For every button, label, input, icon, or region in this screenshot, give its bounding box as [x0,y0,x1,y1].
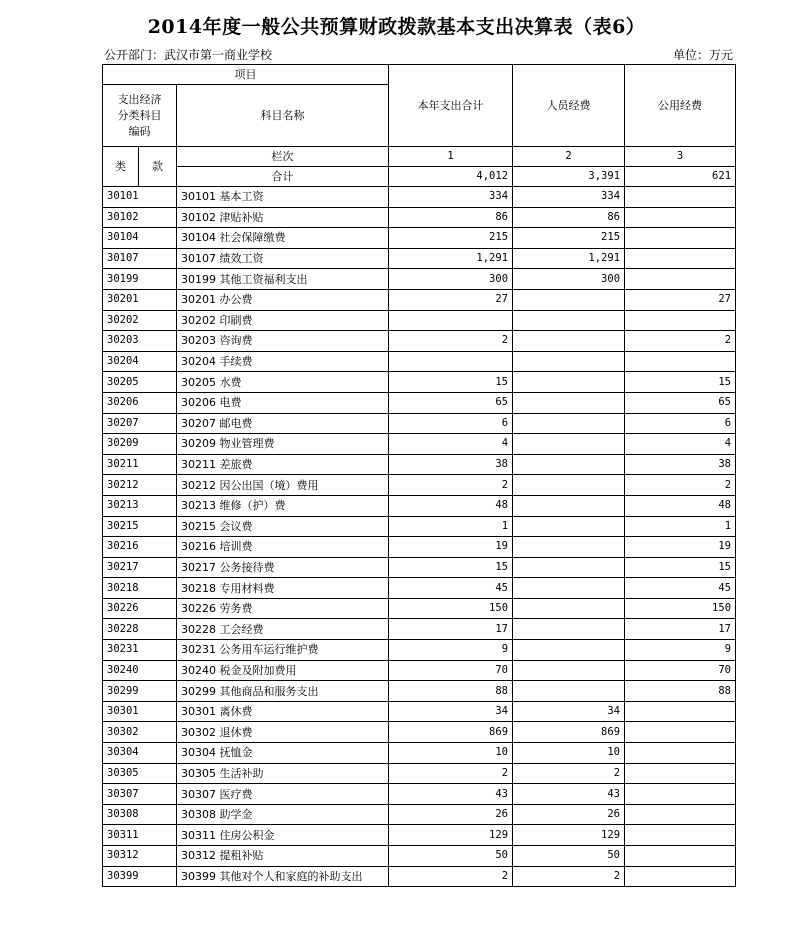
row-public [625,784,736,805]
row-public: 48 [625,495,736,516]
row-code: 30240 [103,660,177,681]
expenditure-table [102,64,736,887]
table-row [103,660,736,681]
row-total: 27 [389,289,513,310]
row-total: 6 [389,413,513,434]
row-subject-name: 30217 公务接待费 [177,557,389,578]
row-code: 30211 [103,454,177,475]
row-code: 30305 [103,763,177,784]
table-row [103,578,736,599]
row-code: 30216 [103,537,177,558]
row-total: 50 [389,846,513,867]
row-total: 65 [389,392,513,413]
row-code: 30299 [103,681,177,702]
row-code: 30304 [103,743,177,764]
row-subject-name: 30209 物业管理费 [177,434,389,455]
row-personnel [513,475,625,496]
row-total: 2 [389,866,513,887]
row-total: 1,291 [389,248,513,269]
header-code [103,85,177,147]
row-code: 30199 [103,269,177,290]
row-subject-name: 30302 退休费 [177,722,389,743]
row-subject-name: 30101 基本工资 [177,187,389,208]
row-subject-name: 30215 会议费 [177,516,389,537]
row-subject-name: 30211 差旅费 [177,454,389,475]
row-personnel [513,331,625,352]
row-code: 30202 [103,310,177,331]
row-public: 15 [625,557,736,578]
row-total: 15 [389,372,513,393]
row-total: 2 [389,475,513,496]
table-row [103,537,736,558]
table-row [103,392,736,413]
row-public: 150 [625,598,736,619]
row-code: 30209 [103,434,177,455]
row-subject-name: 30305 生活补助 [177,763,389,784]
row-subject-name: 30399 其他对个人和家庭的补助支出 [177,866,389,887]
row-total: 2 [389,331,513,352]
row-total: 150 [389,598,513,619]
row-public: 1 [625,516,736,537]
row-subject-name: 30311 住房公积金 [177,825,389,846]
table-row [103,557,736,578]
row-total: 1 [389,516,513,537]
header-public: 公用经费 [625,65,736,147]
row-personnel: 334 [513,187,625,208]
table-row [103,495,736,516]
row-public: 45 [625,578,736,599]
row-code: 30311 [103,825,177,846]
header-code-line: 编码 [128,124,151,138]
row-personnel [513,516,625,537]
row-subject-name: 30308 助学金 [177,804,389,825]
row-subject-name: 30202 印刷费 [177,310,389,331]
header-lei: 类 [103,147,139,187]
row-public: 38 [625,454,736,475]
row-code: 30206 [103,392,177,413]
row-personnel [513,372,625,393]
row-subject-name: 30312 提租补贴 [177,846,389,867]
row-total: 129 [389,825,513,846]
col-num: 3 [625,147,736,167]
row-personnel: 10 [513,743,625,764]
header-total: 本年支出合计 [389,65,513,147]
row-public: 4 [625,434,736,455]
row-total: 869 [389,722,513,743]
table-row [103,681,736,702]
row-subject-name: 30301 离休费 [177,701,389,722]
row-personnel [513,434,625,455]
row-subject-name: 30240 税金及附加费用 [177,660,389,681]
row-total [389,310,513,331]
row-subject-name: 30204 手续费 [177,351,389,372]
row-total: 43 [389,784,513,805]
row-personnel [513,640,625,661]
row-code: 30307 [103,784,177,805]
row-total: 88 [389,681,513,702]
row-subject-name: 30231 公务用车运行维护费 [177,640,389,661]
row-personnel: 86 [513,207,625,228]
row-code: 30213 [103,495,177,516]
row-code: 30312 [103,846,177,867]
row-code: 30215 [103,516,177,537]
table-row [103,722,736,743]
table-row [103,619,736,640]
row-subject-name: 30107 绩效工资 [177,248,389,269]
row-personnel: 26 [513,804,625,825]
table-row [103,413,736,434]
sum-label: 合计 [177,167,389,187]
row-public: 17 [625,619,736,640]
row-public [625,228,736,249]
row-code: 30201 [103,289,177,310]
row-public [625,701,736,722]
row-public [625,351,736,372]
row-subject-name: 30304 抚恤金 [177,743,389,764]
row-public: 88 [625,681,736,702]
row-public: 19 [625,537,736,558]
table-row [103,454,736,475]
sum-total: 4,012 [389,167,513,187]
header-kuan: 款 [139,147,177,187]
row-personnel [513,392,625,413]
table-row [103,784,736,805]
row-personnel: 2 [513,763,625,784]
row-total: 70 [389,660,513,681]
department-label: 公开部门：武汉市第一商业学校 [104,48,273,62]
row-personnel: 1,291 [513,248,625,269]
row-public: 2 [625,475,736,496]
row-code: 30218 [103,578,177,599]
header-item: 项目 [103,65,389,85]
row-public: 2 [625,331,736,352]
row-code: 30308 [103,804,177,825]
row-personnel [513,660,625,681]
row-public: 27 [625,289,736,310]
sum-public: 621 [625,167,736,187]
row-subject-name: 30102 津贴补贴 [177,207,389,228]
table-row [103,701,736,722]
table-row [103,475,736,496]
row-personnel [513,681,625,702]
sum-personnel: 3,391 [513,167,625,187]
row-personnel: 2 [513,866,625,887]
table-row [103,640,736,661]
row-total: 15 [389,557,513,578]
row-personnel: 50 [513,846,625,867]
row-public: 70 [625,660,736,681]
row-subject-name: 30205 水费 [177,372,389,393]
row-personnel [513,578,625,599]
row-total: 300 [389,269,513,290]
table-row [103,743,736,764]
table-row [103,598,736,619]
row-total: 9 [389,640,513,661]
row-personnel: 869 [513,722,625,743]
row-public: 15 [625,372,736,393]
table-row [103,187,736,208]
row-total: 48 [389,495,513,516]
row-public [625,825,736,846]
row-personnel [513,454,625,475]
row-personnel: 34 [513,701,625,722]
table-row [103,825,736,846]
row-code: 30101 [103,187,177,208]
row-total: 10 [389,743,513,764]
row-total: 2 [389,763,513,784]
header-personnel: 人员经费 [513,65,625,147]
row-total: 38 [389,454,513,475]
row-code: 30207 [103,413,177,434]
row-public [625,248,736,269]
row-public [625,269,736,290]
row-code: 30231 [103,640,177,661]
col-num: 1 [389,147,513,167]
page-title: 2014年度一般公共预算财政拨款基本支出决算表（表6） [147,16,646,38]
table-row [103,310,736,331]
row-personnel: 215 [513,228,625,249]
table-row [103,804,736,825]
row-public [625,763,736,784]
row-public [625,804,736,825]
row-code: 30228 [103,619,177,640]
table-row [103,289,736,310]
row-personnel [513,413,625,434]
table-row [103,846,736,867]
table-row [103,248,736,269]
row-subject-name: 30218 专用材料费 [177,578,389,599]
row-subject-name: 30226 劳务费 [177,598,389,619]
header-code-line: 分类科目 [117,108,162,122]
row-public [625,310,736,331]
row-public [625,846,736,867]
row-public [625,187,736,208]
row-subject-name: 30216 培训费 [177,537,389,558]
row-public: 65 [625,392,736,413]
row-personnel [513,619,625,640]
row-total [389,351,513,372]
row-code: 30399 [103,866,177,887]
row-total: 17 [389,619,513,640]
row-personnel [513,495,625,516]
row-code: 30203 [103,331,177,352]
row-personnel [513,310,625,331]
row-personnel: 300 [513,269,625,290]
row-code: 30104 [103,228,177,249]
table-row [103,434,736,455]
row-code: 30205 [103,372,177,393]
row-total: 334 [389,187,513,208]
row-personnel [513,351,625,372]
row-total: 215 [389,228,513,249]
table-row [103,516,736,537]
row-total: 86 [389,207,513,228]
row-subject-name: 30213 维修（护）费 [177,495,389,516]
row-total: 26 [389,804,513,825]
row-total: 4 [389,434,513,455]
row-total: 34 [389,701,513,722]
row-subject-name: 30104 社会保障缴费 [177,228,389,249]
header-lanci: 栏次 [177,147,389,167]
row-personnel [513,598,625,619]
row-personnel [513,537,625,558]
row-subject-name: 30299 其他商品和服务支出 [177,681,389,702]
table-row [103,331,736,352]
row-subject-name: 30203 咨询费 [177,331,389,352]
row-personnel: 43 [513,784,625,805]
row-personnel [513,557,625,578]
table-row [103,866,736,887]
row-code: 30217 [103,557,177,578]
row-personnel [513,289,625,310]
row-public: 6 [625,413,736,434]
row-personnel: 129 [513,825,625,846]
col-num: 2 [513,147,625,167]
table-row [103,372,736,393]
row-total: 19 [389,537,513,558]
row-code: 30204 [103,351,177,372]
row-code: 30301 [103,701,177,722]
row-public [625,207,736,228]
header-subject-name: 科目名称 [177,85,389,147]
row-subject-name: 30206 电费 [177,392,389,413]
header-code-line: 支出经济 [117,92,162,106]
row-subject-name: 30201 办公费 [177,289,389,310]
table-row [103,207,736,228]
row-public [625,866,736,887]
row-public [625,722,736,743]
row-subject-name: 30199 其他工资福利支出 [177,269,389,290]
row-public: 9 [625,640,736,661]
row-code: 30212 [103,475,177,496]
row-subject-name: 30207 邮电费 [177,413,389,434]
row-subject-name: 30228 工会经费 [177,619,389,640]
row-subject-name: 30307 医疗费 [177,784,389,805]
table-row [103,228,736,249]
row-public [625,743,736,764]
row-code: 30226 [103,598,177,619]
row-code: 30102 [103,207,177,228]
row-code: 30107 [103,248,177,269]
table-row [103,763,736,784]
row-total: 45 [389,578,513,599]
table-row [103,351,736,372]
unit-label: 单位：万元 [672,48,733,62]
row-subject-name: 30212 因公出国（境）费用 [177,475,389,496]
table-row [103,269,736,290]
row-code: 30302 [103,722,177,743]
